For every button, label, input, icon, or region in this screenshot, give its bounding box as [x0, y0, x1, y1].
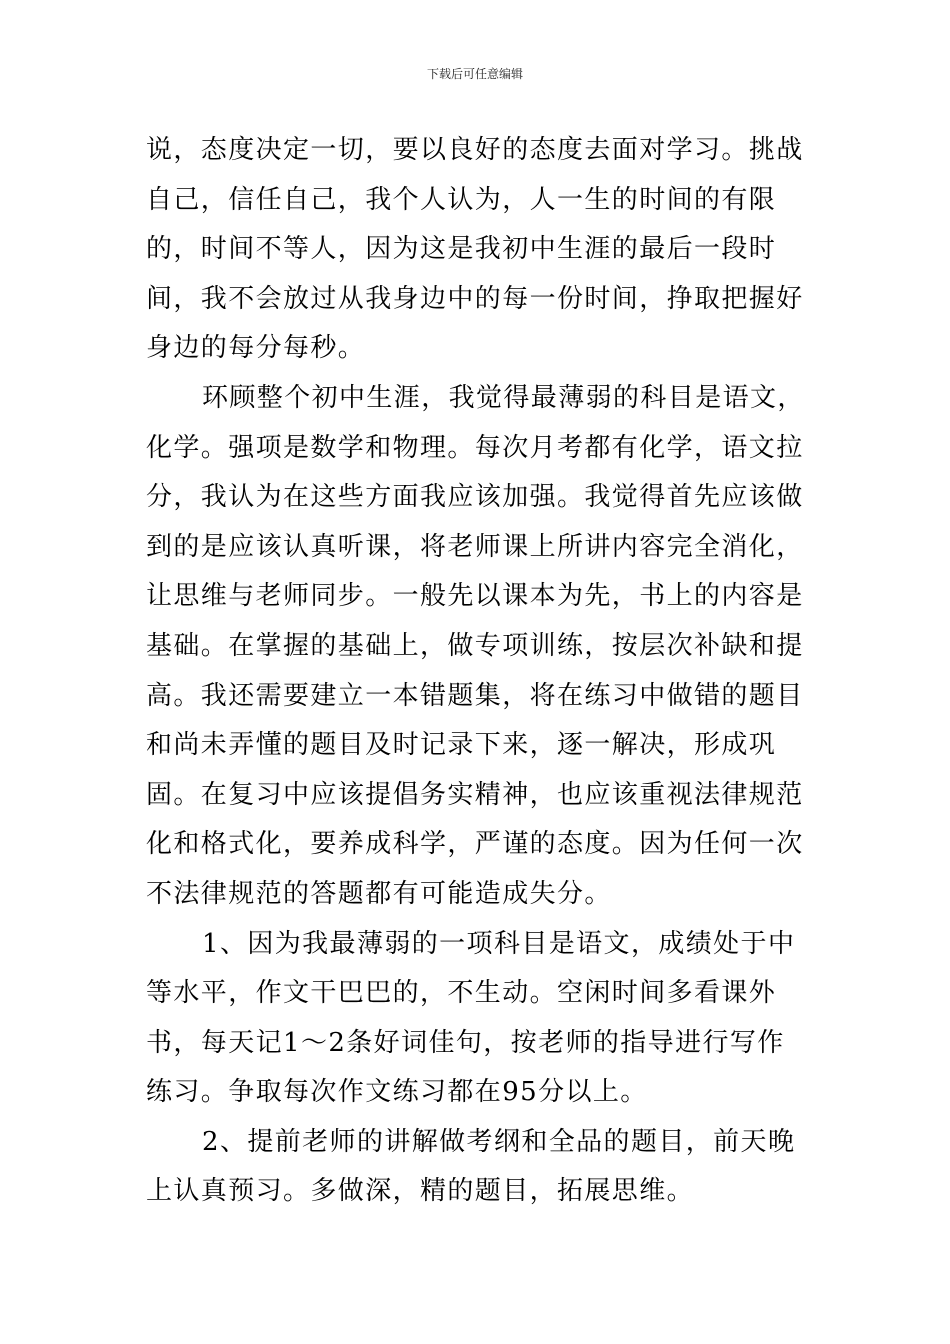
- paragraph-4: 2、提前老师的讲解做考纲和全品的题目，前天晚上认真预习。多做深，精的题目，拓展思维。: [146, 1126, 796, 1207]
- page-header: 下载后可任意编辑: [426, 67, 523, 81]
- document-body: [146, 126, 810, 1217]
- paragraph-2: 环顾整个初中生涯，我觉得最薄弱的科目是语文，化学。强项是数学和物理。每次月考都有化学，语文拉分，我认为在这些方面我应该加强。我觉得首先应该做到的是应该认真听课，将老师课上所讲内容完全消化，让思维与老师同步。一般先以课本为先，书上的内容是基础。在掌握的基础上，做专项训练，按层次补缺和提高。我还需要建立一本错题集，将在练习中做错的题目和尚未弄懂的题目及时记录下来，逐一解决，形成巩固。在复习中应该提倡务实精神，也应该重视法律规范化和格式化，要养成科学，严谨的态度。因为任何一次不法律规范的答题都有可能造成失分。: [146, 382, 805, 909]
- paragraph-3: 1、因为我最薄弱的一项科目是语文，成绩处于中等水平，作文干巴巴的，不生动。空闲时间多看课外书，每天记1～2条好词佳句，按老师的指导进行写作练习。争取每次作文练习都在95分以上。: [146, 928, 796, 1108]
- paragraph-1: 说，态度决定一切，要以良好的态度去面对学习。挑战自己，信任自己，我个人认为，人一生的时间的有限的，时间不等人，因为这是我初中生涯的最后一段时间，我不会放过从我身边中的每一份时间，挣取把握好身边的每分每秒。: [146, 135, 804, 364]
